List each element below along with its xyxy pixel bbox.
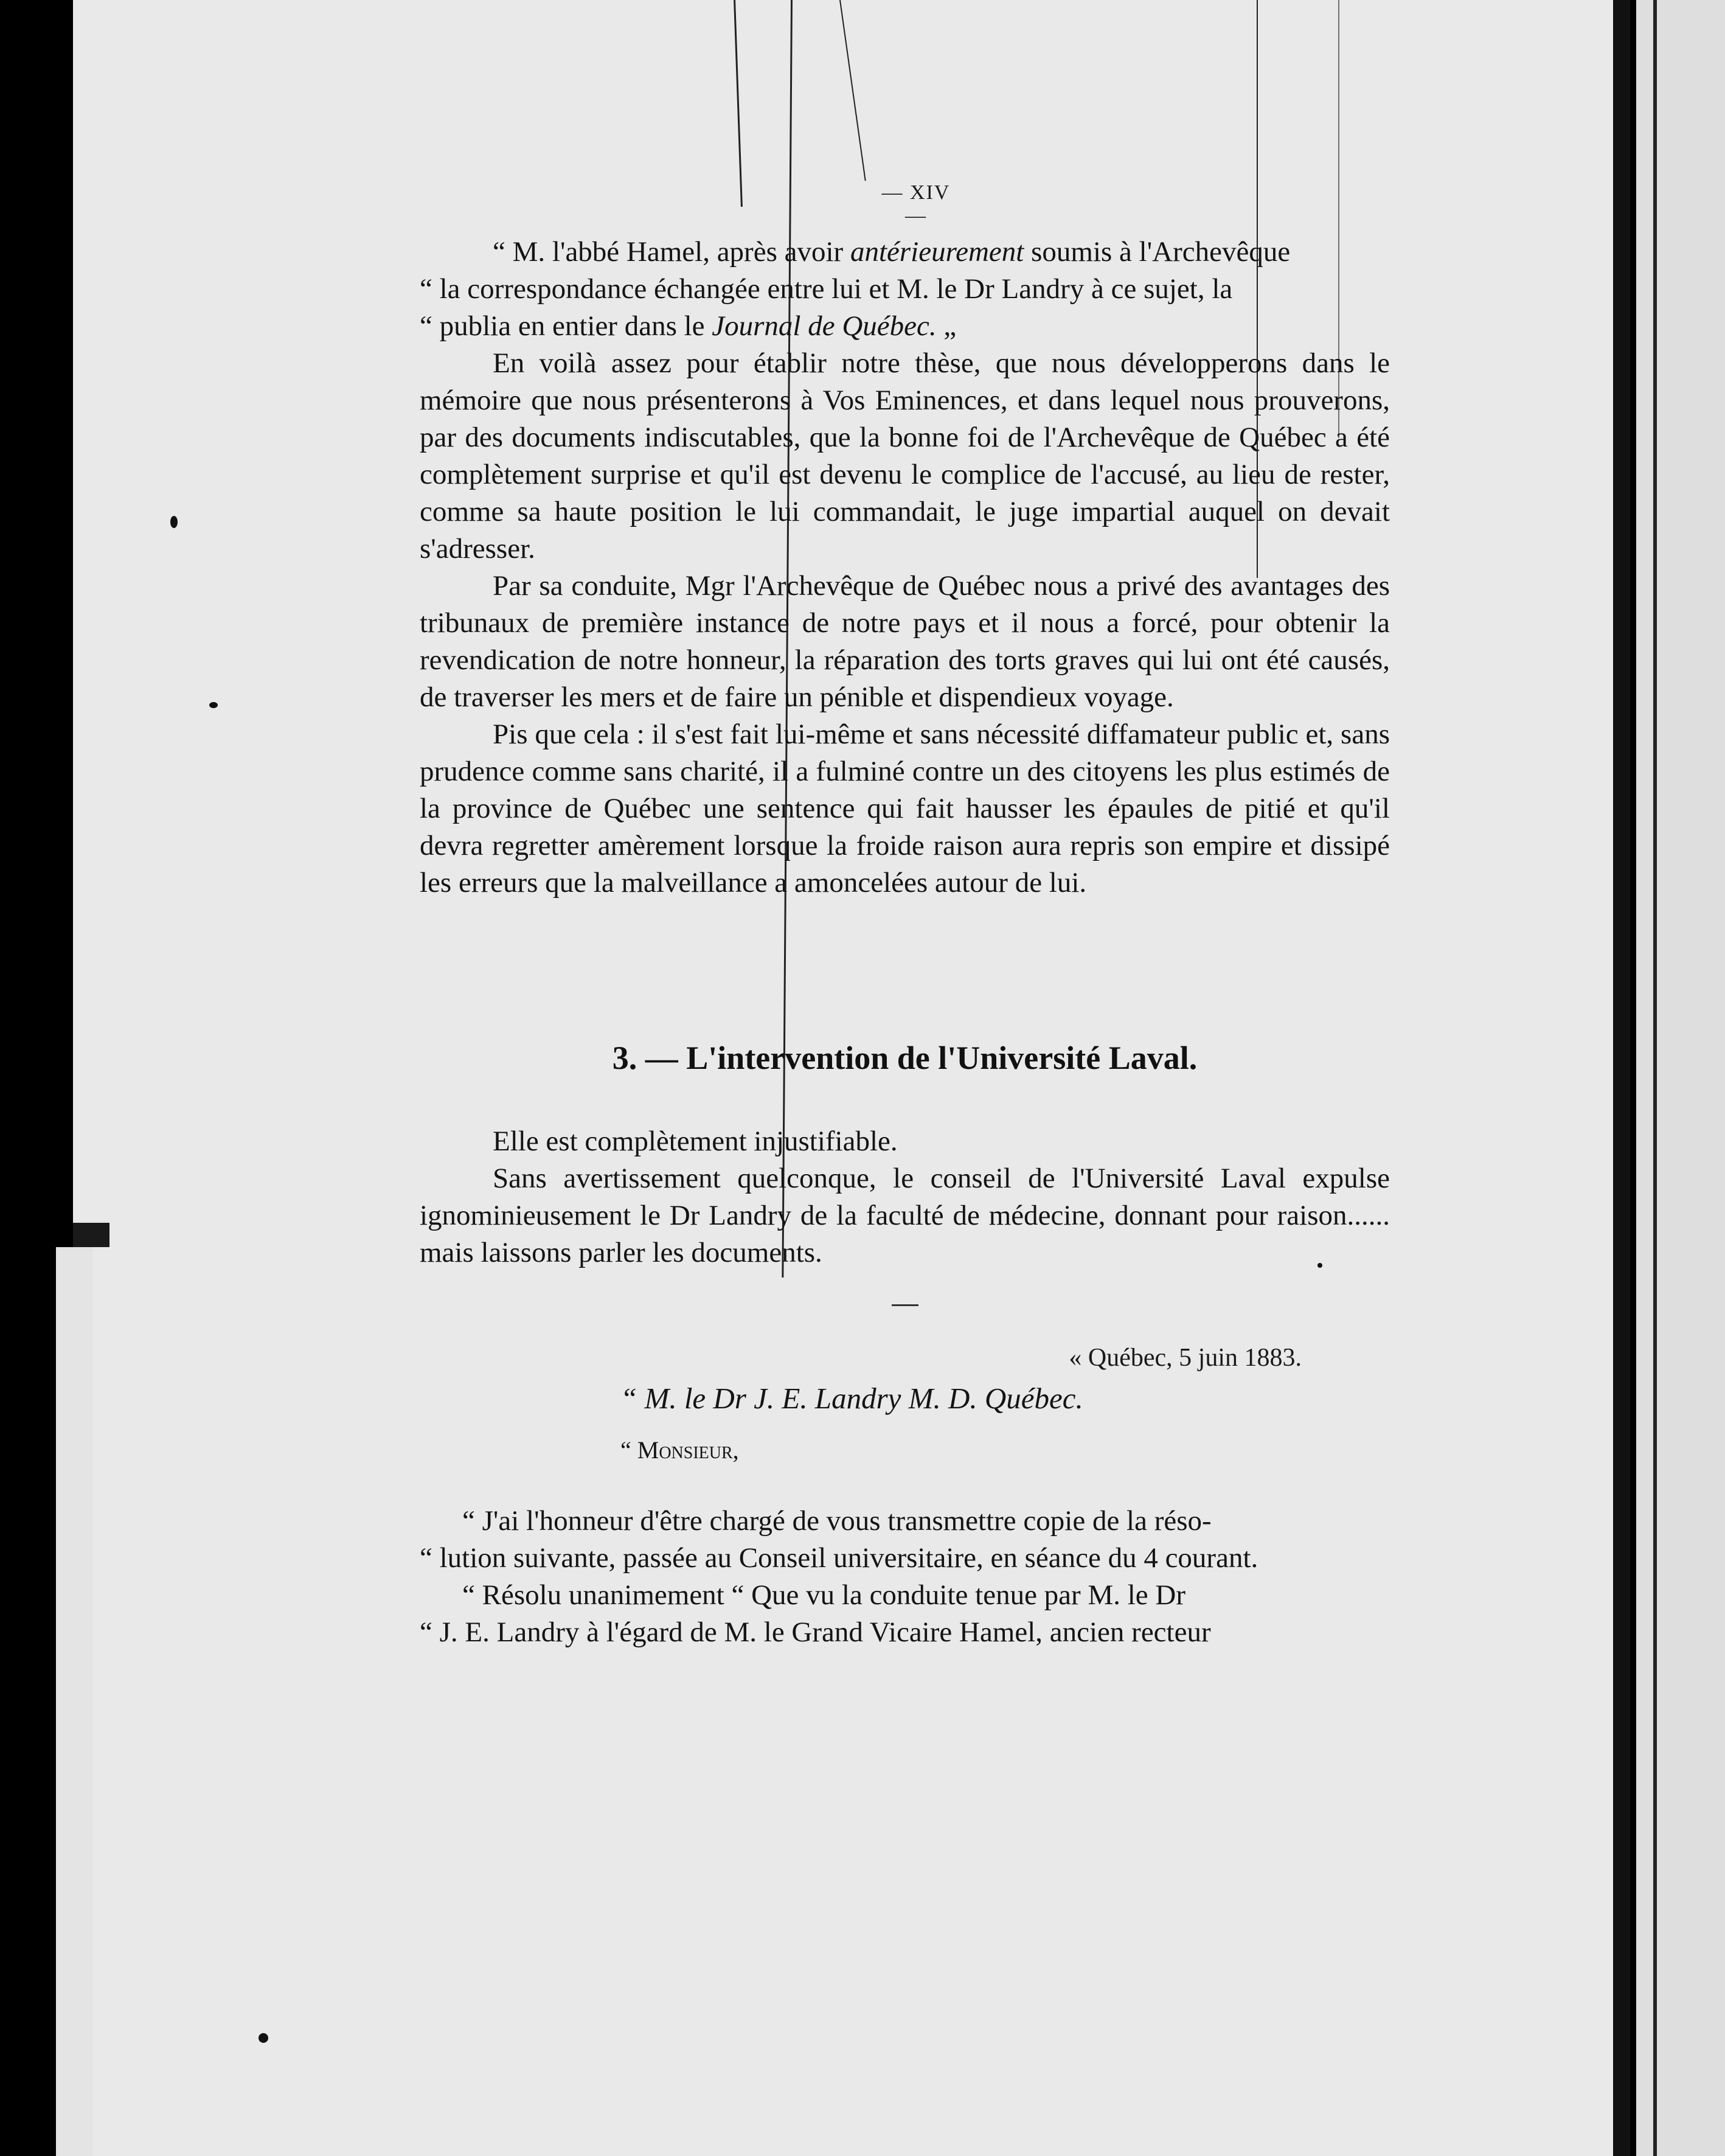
quote-line: “ M. l'abbé Hamel, après avoir antérieurement soumis à l'Archevêque <box>493 236 1291 268</box>
body-text <box>420 345 1390 902</box>
paragraph: Par sa conduite, Mgr l'Archevêque de Québec nous a privé des avantages des tribunaux de première instance de notre pays et il nous a forcé, pour obtenir la revendication de notre honneur, la réparation des torts graves qui lui ont été causés, de traverser les mers et de faire un pénible et dispendieux voyage. <box>420 570 1390 713</box>
letter-body <box>420 1503 1390 1651</box>
opening-quote <box>420 234 1390 345</box>
page-gutter <box>1613 0 1630 2156</box>
section-heading: 3. — L'intervention de l'Université Laval. <box>612 1040 1198 1076</box>
paragraph: Sans avertissement quelconque, le conseil de l'Université Laval expulse ignominieusement le Dr Landry de la faculté de médecine, donnant pour raison...... mais laissons parler les documents. <box>420 1163 1390 1268</box>
page-number: — XIV — <box>881 181 951 227</box>
letter-line: “ Résolu unanimement “ Que vu la conduite tenue par M. le Dr <box>462 1579 1185 1611</box>
letter-salutation: “ Monsieur, <box>620 1436 739 1464</box>
letter-line: “ lution suivante, passée au Conseil universitaire, en séance du 4 courant. <box>420 1542 1258 1574</box>
adjacent-page-strip <box>1636 0 1725 2156</box>
letter-line: “ J. E. Landry à l'égard de M. le Grand Vicaire Hamel, ancien recteur <box>420 1616 1211 1648</box>
folded-paper-edge <box>56 1247 92 2156</box>
quote-line: “ la correspondance échangée entre lui et M. le Dr Landry à ce sujet, la <box>420 273 1233 305</box>
separator-rule <box>892 1304 918 1306</box>
ink-speck <box>170 516 178 528</box>
fold-shadow <box>73 1223 109 1247</box>
letter-line: “ J'ai l'honneur d'être chargé de vous transmettre copie de la réso- <box>462 1505 1212 1537</box>
paragraph: Pis que cela : il s'est fait lui-même et sans nécessité diffamateur public et, sans prudence comme sans charité, il a fulminé contre un des citoyens les plus estimés de la province de Québec une sentence qui fait hausser les épaules de pitié et qu'il devra regretter amèrement lorsque la froide raison aura repris son empire et dissipé les erreurs que la malveillance a amoncelées autour de lui. <box>420 718 1390 899</box>
letter-dateline: « Québec, 5 juin 1883. <box>1069 1344 1302 1372</box>
quote-line: “ publia en entier dans le Journal de Québec. „ <box>420 310 957 342</box>
paragraph: En voilà assez pour établir notre thèse, que nous développerons dans le mémoire que nous présenterons à Vos Eminences, et dans lequel nous prouverons, par des documents indiscutables, que la bonne foi de l'Archevêque de Québec a été complètement surprise et qu'il est devenu le complice de l'accusé, au lieu de rester, comme sa haute position le lui commandait, le juge impartial auquel on devait s'adresser. <box>420 347 1390 565</box>
letter-addressee: “ M. le Dr J. E. Landry M. D. Québec. <box>620 1382 1083 1415</box>
ink-speck <box>259 2033 268 2043</box>
section-body <box>420 1123 1390 1271</box>
paragraph: Elle est complètement injustifiable. <box>493 1125 898 1157</box>
ink-speck <box>209 702 218 708</box>
binding-line <box>1653 0 1657 2156</box>
